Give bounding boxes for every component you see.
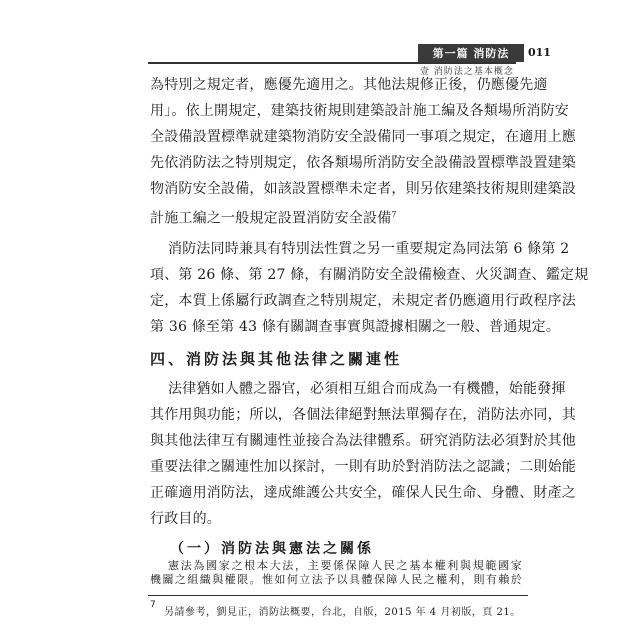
footnote-rule (148, 595, 528, 596)
text-line: 第 36 條至第 43 條有關調查事實與證據相關之一般、普通規定。 (150, 319, 561, 335)
text-line: 行政目的。 (150, 511, 221, 527)
section-heading: 四、消防法與其他法律之關連性 (150, 350, 403, 368)
text-line: 法律猶如人體之器官，必須相互組合而成為一有機體，始能發揮 (168, 381, 566, 397)
text-line: 機關之組織與權限。惟如何立法予以具體保障人民之權利，則有賴於 (150, 573, 522, 586)
text-line: 定，本質上係屬行政調查之特別規定，未規定者仍應適用行政程序法 (150, 293, 576, 309)
text-line: 憲法為國家之根本大法，主要係保障人民之基本權利與規範國家 (168, 559, 522, 572)
section-subtitle: 壹 消防法之基本概念 (420, 67, 514, 77)
text-line-with-footnote (150, 206, 397, 228)
chapter-tab: 第一篇 消防法 (418, 44, 524, 62)
page-number: 011 (528, 46, 551, 59)
footnote-text: 另請參考，劉見正，消防法概要，台北，自版，2015 年 4 月初版，頁 21。 (164, 607, 521, 618)
footnote-marker: 7 (391, 210, 397, 219)
text-line: 正確適用消防法，達成維護公共安全，確保人民生命、身體、財產之 (150, 485, 576, 501)
text-line: 為特別之規定者，應優先適用之。其他法規修正後，仍應優先適 (150, 77, 548, 93)
text-line: 其作用與功能；所以，各個法律絕對無法單獨存在，消防法亦同，其 (150, 407, 576, 423)
subsection-heading: （一）消防法與憲法之關係 (170, 541, 374, 557)
text-line: 物消防安全設備，如該設置標準未定者，則另依建築技術規則建築設 (150, 181, 576, 197)
text-line: 重要法律之關連性加以探討，一則有助於對消防法之認識；二則始能 (150, 459, 576, 475)
text-line: 用」。依上開規定，建築技術規則建築設計施工編及各類場所消防安 (150, 103, 569, 119)
text-line: 項、第 26 條、第 27 條，有關消防安全設備檢查、火災調查、鑑定規 (150, 267, 589, 283)
text-line: 消防法同時兼具有特別法性質之另一重要規定為同法第 6 條第 2 (168, 241, 570, 257)
text-line: 計施工編之一般規定設置消防安全設備 (150, 210, 392, 227)
text-line: 與其他法律互有關連性並接合為法律體系。研究消防法必須對於其他 (150, 433, 576, 449)
text-line: 全設備設置標準就建築物消防安全設備同一事項之規定，在適用上應 (150, 129, 576, 145)
text-line: 先依消防法之特別規定，依各類場所消防安全設備設置標準設置建築 (150, 155, 576, 171)
footnote-number: 7 (150, 600, 156, 610)
